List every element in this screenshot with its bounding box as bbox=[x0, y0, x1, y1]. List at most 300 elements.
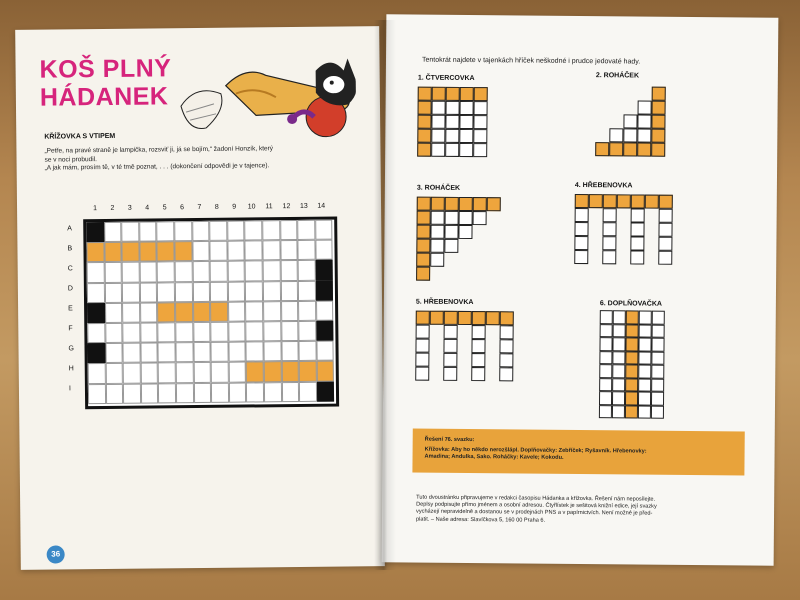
p6-cell bbox=[652, 311, 665, 325]
column-number: 7 bbox=[197, 203, 202, 212]
crossword-cell bbox=[209, 221, 227, 241]
crossword-cell bbox=[246, 321, 264, 341]
p2-grid bbox=[595, 86, 668, 159]
crossword-cell bbox=[192, 281, 210, 301]
crossword-cell bbox=[86, 242, 104, 262]
clue-line bbox=[47, 426, 367, 429]
p2-cell bbox=[652, 101, 666, 115]
crossword-grid bbox=[83, 217, 339, 410]
p4-top-cell bbox=[589, 194, 603, 208]
column-number: 13 bbox=[299, 202, 308, 210]
p4-top-cell bbox=[659, 195, 673, 209]
p2-cell bbox=[609, 128, 623, 142]
column-number: 1 bbox=[93, 205, 98, 213]
p6-cell bbox=[638, 351, 651, 365]
p5-top-cell bbox=[500, 311, 514, 325]
crossword-cell bbox=[315, 220, 333, 240]
crossword-cell bbox=[228, 281, 246, 301]
p2-cell bbox=[637, 114, 651, 128]
crossword-cell bbox=[210, 241, 228, 261]
column-number: 9 bbox=[232, 203, 237, 211]
p3-cell bbox=[430, 253, 444, 267]
crossword-cell bbox=[262, 220, 280, 240]
crossword-cell bbox=[228, 342, 246, 362]
crossword-black-cell bbox=[316, 321, 334, 341]
footer-line-1: Tuto dvoustránku připravujeme v redakci časopisu Hádanka a křížovka. Řešení nám neposílejte. bbox=[416, 494, 656, 503]
p6-cell bbox=[599, 337, 612, 351]
clue-line bbox=[47, 426, 367, 429]
column-numbers bbox=[87, 202, 347, 213]
p6-cell bbox=[651, 365, 664, 379]
clue-line bbox=[47, 426, 367, 429]
clue-line bbox=[47, 426, 367, 429]
p6-cell bbox=[638, 405, 651, 419]
solution-text bbox=[425, 447, 737, 464]
book-gutter bbox=[374, 20, 396, 570]
intro-line-3: „A jak mám, prosím tě, v té tmě poznat, . . . (dokončení odpovědi je v tajence). bbox=[44, 162, 270, 172]
p2-cell bbox=[651, 129, 665, 143]
crossword-cell bbox=[210, 322, 228, 342]
crossword-cell bbox=[140, 282, 158, 302]
p6-cell bbox=[613, 324, 626, 338]
p1-cell bbox=[445, 143, 459, 157]
crossword-cell bbox=[299, 381, 317, 401]
p2-cell bbox=[623, 114, 637, 128]
cat-cartoon-illustration bbox=[165, 44, 356, 146]
crossword-cell bbox=[193, 322, 211, 342]
crossword-cell bbox=[245, 241, 263, 261]
p3-cell bbox=[430, 239, 444, 253]
p6-cell bbox=[612, 337, 625, 351]
crossword-cell bbox=[192, 241, 210, 261]
crossword-cell bbox=[316, 300, 334, 320]
intro-line-2: se v noci probudil. bbox=[44, 155, 97, 164]
crossword-cell bbox=[299, 341, 317, 361]
crossword-cell bbox=[158, 322, 176, 342]
p1-cell bbox=[473, 129, 487, 143]
crossword-cell bbox=[105, 323, 123, 343]
p4-tooth-cell bbox=[603, 208, 617, 222]
crossword-cell bbox=[281, 321, 299, 341]
crossword-cell bbox=[176, 362, 194, 382]
crossword-cell bbox=[175, 261, 193, 281]
crossword-cell bbox=[175, 282, 193, 302]
crossword-cell bbox=[211, 342, 229, 362]
crossword-cell bbox=[246, 382, 264, 402]
column-number: 5 bbox=[162, 204, 167, 212]
p1-cell bbox=[474, 101, 488, 115]
p3-cell bbox=[445, 211, 459, 225]
p5-tooth-cell bbox=[415, 353, 429, 367]
p4-top-cell bbox=[603, 194, 617, 208]
p6-cell bbox=[626, 324, 639, 338]
row-letter: E bbox=[68, 305, 73, 313]
p4-top-cell bbox=[631, 194, 645, 208]
footer-line-4: platit. – Naše adresa: Slavíčkova 5, 160 00 Praha 6. bbox=[415, 516, 546, 524]
crossword-cell bbox=[245, 281, 263, 301]
p4-tooth-cell bbox=[630, 250, 644, 264]
p6-cell bbox=[612, 378, 625, 392]
p4-grid bbox=[574, 194, 671, 271]
row-letter: F bbox=[68, 325, 73, 333]
row-letter: I bbox=[68, 385, 71, 393]
footer-line-2: Deplsy podpisujte přímo jménem a osobní adresou. Čtyřlístek je sešitová knižní edice, její svazky bbox=[416, 501, 657, 510]
crossword-cell bbox=[245, 261, 263, 281]
crossword-cell bbox=[298, 301, 316, 321]
crossword-cell bbox=[227, 221, 245, 241]
p5-top-cell bbox=[416, 311, 430, 325]
p6-cell bbox=[625, 351, 638, 365]
crossword-cell bbox=[176, 383, 194, 403]
p3-cell bbox=[473, 197, 487, 211]
crossword-cell bbox=[141, 383, 159, 403]
column-number: 6 bbox=[180, 204, 185, 212]
crossword-cell bbox=[175, 342, 193, 362]
p1-cell bbox=[473, 143, 487, 157]
row-letter: C bbox=[67, 265, 73, 273]
crossword-cell bbox=[281, 361, 299, 381]
crossword-cell bbox=[158, 363, 176, 383]
p3-cell bbox=[416, 225, 430, 239]
p1-cell bbox=[418, 87, 432, 101]
p5-top-cell bbox=[430, 311, 444, 325]
p1-cell bbox=[460, 87, 474, 101]
p3-cell bbox=[417, 197, 431, 211]
crossword-cell bbox=[280, 240, 298, 260]
crossword-cell bbox=[193, 302, 211, 322]
title-line-2: HÁDANEK bbox=[39, 82, 169, 112]
footer-note bbox=[416, 495, 736, 527]
crossword-black-cell bbox=[316, 280, 334, 300]
p1-cell bbox=[445, 129, 459, 143]
p6-cell bbox=[599, 391, 612, 405]
solution-line-2: Amadina; Andulka, Sako. Roháčky: Kavele; Kokodu. bbox=[424, 453, 564, 462]
p4-tooth-cell bbox=[602, 222, 616, 236]
row-letter: H bbox=[68, 365, 74, 373]
p1-cell bbox=[459, 143, 473, 157]
clue-line bbox=[47, 426, 367, 429]
crossword-cell bbox=[105, 363, 123, 383]
clue-line bbox=[47, 426, 367, 429]
p3-cell bbox=[431, 197, 445, 211]
crossword-cell bbox=[299, 361, 317, 381]
crossword-cell bbox=[105, 383, 123, 403]
crossword-black-cell bbox=[86, 222, 104, 242]
p3-grid bbox=[416, 197, 501, 282]
p5-tooth-cell bbox=[443, 367, 457, 381]
p5-tooth-cell bbox=[472, 325, 486, 339]
p5-tooth-cell bbox=[471, 367, 485, 381]
crossword-cell bbox=[123, 343, 141, 363]
p6-cell bbox=[651, 338, 664, 352]
p6-title: 6. DOPLŇOVAČKA bbox=[599, 300, 663, 308]
p5-top-cell bbox=[486, 311, 500, 325]
crossword-cell bbox=[157, 282, 175, 302]
p5-tooth-cell bbox=[416, 325, 430, 339]
column-number: 10 bbox=[247, 203, 256, 211]
crossword-cell bbox=[193, 362, 211, 382]
crossword-cell bbox=[104, 222, 122, 242]
column-number: 4 bbox=[145, 204, 150, 212]
p6-cell bbox=[599, 405, 612, 419]
crossword-cell bbox=[88, 363, 106, 383]
crossword-cell bbox=[140, 302, 158, 322]
crossword-cell bbox=[280, 220, 298, 240]
p2-cell bbox=[637, 128, 651, 142]
p6-grid bbox=[599, 310, 664, 419]
crossword-cell bbox=[157, 241, 175, 261]
crossword-cell bbox=[192, 261, 210, 281]
p6-cell bbox=[638, 338, 651, 352]
crossword-cell bbox=[87, 323, 105, 343]
crossword-cell bbox=[297, 220, 315, 240]
crossword-black-cell bbox=[87, 343, 105, 363]
p6-cell bbox=[638, 365, 651, 379]
solution-line-1: Křížovka: Aby ho někdo nerozšlápl. Doplňovačky: Zebříček; Ryšavník. Hřebenovky: bbox=[424, 446, 647, 455]
p5-title: 5. HŘEBENOVKA bbox=[415, 298, 474, 307]
p4-tooth-cell bbox=[658, 223, 672, 237]
crossword-cell bbox=[298, 321, 316, 341]
p6-cell bbox=[625, 405, 638, 419]
p4-tooth-cell bbox=[631, 208, 645, 222]
p6-cell bbox=[651, 392, 664, 406]
crossword-cell bbox=[264, 382, 282, 402]
crossword-cell bbox=[87, 283, 105, 303]
p4-tooth-cell bbox=[602, 250, 616, 264]
p1-cell bbox=[417, 143, 431, 157]
solution-box bbox=[412, 429, 744, 476]
title-line-1: KOŠ PLNÝ bbox=[39, 54, 172, 84]
p1-cell bbox=[432, 87, 446, 101]
p5-tooth-cell bbox=[499, 367, 513, 381]
crossword-cell bbox=[298, 280, 316, 300]
column-number: 2 bbox=[110, 204, 115, 212]
crossword-heading: KŘÍŽOVKA S VTIPEM bbox=[44, 132, 116, 141]
crossword-cell bbox=[105, 303, 123, 323]
p3-cell bbox=[444, 225, 458, 239]
crossword-cell bbox=[123, 383, 141, 403]
p1-cell bbox=[445, 115, 459, 129]
crossword-cell bbox=[264, 362, 282, 382]
crossword-cell bbox=[210, 302, 228, 322]
p3-cell bbox=[459, 197, 473, 211]
p3-cell bbox=[487, 197, 501, 211]
row-letter: B bbox=[67, 245, 73, 253]
right-page bbox=[382, 14, 779, 565]
column-number: 11 bbox=[265, 203, 273, 211]
crossword-cell bbox=[122, 242, 140, 262]
p4-tooth-cell bbox=[659, 209, 673, 223]
p3-title: 3. ROHÁČEK bbox=[416, 184, 461, 192]
crossword-cell bbox=[157, 302, 175, 322]
crossword-cell bbox=[140, 322, 158, 342]
solution-title: Řešení 76. svazku: bbox=[424, 436, 475, 444]
p4-top-cell bbox=[575, 194, 589, 208]
crossword-cell bbox=[193, 382, 211, 402]
p4-tooth-cell bbox=[574, 236, 588, 250]
p1-cell bbox=[474, 87, 488, 101]
crossword-cell bbox=[122, 302, 140, 322]
p1-cell bbox=[417, 129, 431, 143]
p2-cell bbox=[652, 87, 666, 101]
p4-top-cell bbox=[645, 195, 659, 209]
crossword-clues bbox=[47, 426, 367, 429]
p5-tooth-cell bbox=[500, 325, 514, 339]
p1-cell bbox=[459, 129, 473, 143]
p2-cell bbox=[595, 142, 609, 156]
clue-line bbox=[47, 426, 367, 429]
p6-cell bbox=[599, 364, 612, 378]
p2-cell bbox=[651, 143, 665, 157]
p6-cell bbox=[600, 324, 613, 338]
crossword-cell bbox=[228, 301, 246, 321]
p3-cell bbox=[473, 211, 487, 225]
p6-cell bbox=[625, 391, 638, 405]
p1-cell bbox=[417, 115, 431, 129]
crossword-cell bbox=[281, 382, 299, 402]
clue-line bbox=[47, 426, 367, 429]
p5-top-cell bbox=[472, 311, 486, 325]
p1-cell bbox=[446, 87, 460, 101]
crossword-cell bbox=[263, 281, 281, 301]
p6-cell bbox=[599, 378, 612, 392]
p1-cell bbox=[473, 115, 487, 129]
crossword-cell bbox=[104, 262, 122, 282]
row-letter: A bbox=[67, 225, 72, 233]
intro-line-1: „Petře, na pravé straně je lampička, rozsviť ji, já se bojím,“ žadoní Honzík, který bbox=[44, 145, 274, 155]
p6-cell bbox=[651, 351, 664, 365]
clue-line bbox=[47, 426, 367, 429]
crossword-cell bbox=[122, 262, 140, 282]
crossword-cell bbox=[229, 382, 247, 402]
crossword-cell bbox=[123, 363, 141, 383]
p4-tooth-cell bbox=[658, 237, 672, 251]
crossword-cell bbox=[316, 341, 334, 361]
crossword-cell bbox=[193, 342, 211, 362]
clue-line bbox=[47, 426, 367, 429]
crossword-cell bbox=[263, 261, 281, 281]
p3-cell bbox=[444, 239, 458, 253]
p1-grid bbox=[417, 87, 488, 158]
p5-tooth-cell bbox=[415, 339, 429, 353]
p1-cell bbox=[431, 143, 445, 157]
p3-cell bbox=[416, 267, 430, 281]
p4-tooth-cell bbox=[574, 222, 588, 236]
crossword-cell bbox=[245, 220, 263, 240]
crossword-cell bbox=[122, 323, 140, 343]
crossword-cell bbox=[139, 221, 157, 241]
p6-cell bbox=[625, 337, 638, 351]
crossword-cell bbox=[227, 261, 245, 281]
crossword-cell bbox=[87, 262, 105, 282]
crossword-cell bbox=[140, 343, 158, 363]
crossword-cell bbox=[157, 262, 175, 282]
crossword-cell bbox=[175, 322, 193, 342]
crossword-cell bbox=[281, 341, 299, 361]
p1-cell bbox=[431, 115, 445, 129]
p4-tooth-cell bbox=[574, 250, 588, 264]
p3-cell bbox=[417, 211, 431, 225]
crossword-cell bbox=[104, 242, 122, 262]
p3-cell bbox=[430, 225, 444, 239]
p6-cell bbox=[639, 324, 652, 338]
crossword-cell bbox=[280, 260, 298, 280]
p1-cell bbox=[460, 101, 474, 115]
column-number: 8 bbox=[214, 203, 219, 211]
crossword-cell bbox=[245, 301, 263, 321]
crossword-cell bbox=[157, 221, 175, 241]
p5-tooth-cell bbox=[499, 339, 513, 353]
crossword-cell bbox=[263, 341, 281, 361]
crossword-cell bbox=[175, 302, 193, 322]
crossword-cell bbox=[263, 321, 281, 341]
clue-line bbox=[47, 426, 367, 429]
crossword-black-cell bbox=[317, 381, 335, 401]
footer-line-3: vycházejí nepravidelně a dostanou se v prodejnách PNS a v papírnictvích. Není možné je před- bbox=[416, 508, 653, 518]
p4-tooth-cell bbox=[658, 251, 672, 265]
p3-cell bbox=[459, 211, 473, 225]
p6-cell bbox=[625, 378, 638, 392]
p4-tooth-cell bbox=[630, 236, 644, 250]
p5-tooth-cell bbox=[471, 353, 485, 367]
p6-cell bbox=[599, 351, 612, 365]
p4-tooth-cell bbox=[575, 208, 589, 222]
p2-cell bbox=[638, 100, 652, 114]
crossword-cell bbox=[158, 383, 176, 403]
row-letter: G bbox=[68, 345, 75, 353]
crossword-cell bbox=[228, 362, 246, 382]
crossword-cell bbox=[262, 240, 280, 260]
crossword-cell bbox=[121, 222, 139, 242]
p5-tooth-cell bbox=[443, 353, 457, 367]
p6-cell bbox=[638, 392, 651, 406]
p3-cell bbox=[458, 225, 472, 239]
crossword-cell bbox=[246, 362, 264, 382]
p6-cell bbox=[612, 405, 625, 419]
crossword-black-cell bbox=[87, 303, 105, 323]
crossword-cell bbox=[281, 301, 299, 321]
p2-cell bbox=[651, 115, 665, 129]
p6-cell bbox=[612, 391, 625, 405]
p6-cell bbox=[638, 378, 651, 392]
crossword-cell bbox=[211, 382, 229, 402]
p4-title: 4. HŘEBENOVKA bbox=[574, 181, 633, 190]
crossword-cell bbox=[122, 282, 140, 302]
p5-tooth-cell bbox=[444, 325, 458, 339]
clue-line bbox=[47, 426, 367, 429]
crossword-cell bbox=[227, 241, 245, 261]
p6-cell bbox=[626, 310, 639, 324]
p5-tooth-cell bbox=[499, 353, 513, 367]
p6-cell bbox=[639, 311, 652, 325]
p5-top-cell bbox=[458, 311, 472, 325]
crossword-cell bbox=[210, 281, 228, 301]
right-intro: Tentokrát najdete v tajenkách hříček neškodné i prudce jedovaté hady. bbox=[421, 56, 641, 66]
p3-cell bbox=[445, 197, 459, 211]
crossword-cell bbox=[211, 362, 229, 382]
crossword-cell bbox=[104, 282, 122, 302]
crossword-cell bbox=[246, 342, 264, 362]
p6-cell bbox=[600, 310, 613, 324]
p6-cell bbox=[613, 310, 626, 324]
crossword-cell bbox=[298, 260, 316, 280]
crossword-cell bbox=[280, 281, 298, 301]
crossword-black-cell bbox=[315, 260, 333, 280]
p2-cell bbox=[609, 142, 623, 156]
joke-intro bbox=[44, 144, 364, 173]
p4-tooth-cell bbox=[602, 236, 616, 250]
p1-cell bbox=[431, 129, 445, 143]
